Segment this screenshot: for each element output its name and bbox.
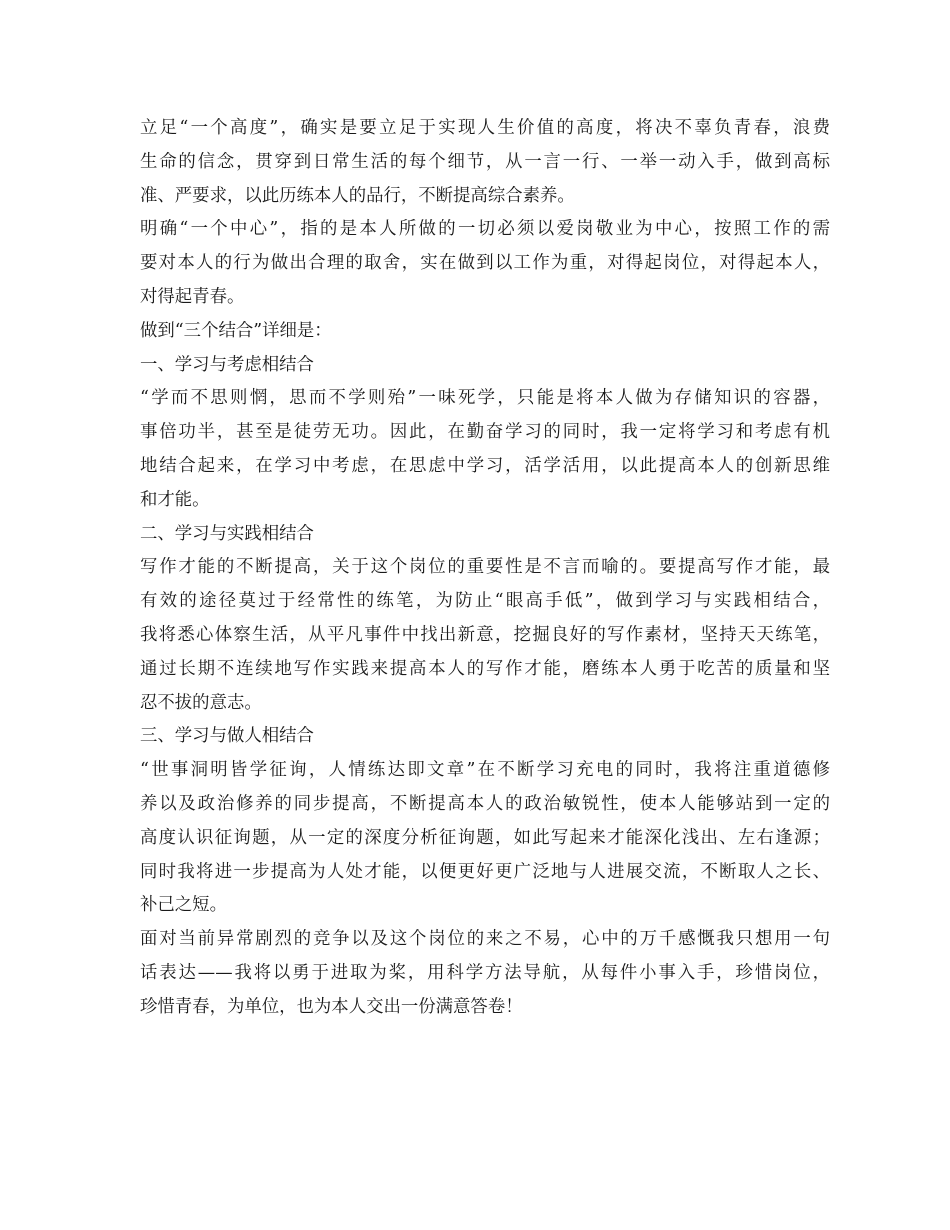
text-line: “世事洞明皆学征询，人情练达即文章”在不断学习充电的同时，我将注重道德修	[140, 760, 830, 781]
section-heading: 一、学习与考虑相结合	[140, 354, 314, 375]
text-line: 对得起青春。	[140, 286, 245, 307]
text-line: 面对当前异常剧烈的竞争以及这个岗位的来之不易，心中的万千感慨我只想用一句	[140, 929, 830, 950]
section-heading: 二、学习与实践相结合	[140, 523, 314, 544]
text-line: 事倍功半，甚至是徒劳无功。因此，在勤奋学习的同时，我一定将学习和考虑有机	[140, 422, 830, 443]
text-line: 同时我将进一步提高为人处才能，以便更好更广泛地与人进展交流，不断取人之长、	[140, 861, 830, 882]
text-line: 和才能。	[140, 489, 210, 510]
text-line: 生命的信念，贯穿到日常生活的每个细节，从一言一行、一举一动入手，做到高标	[140, 151, 830, 172]
text-line: 明确“一个中心”，指的是本人所做的一切必须以爱岗敬业为中心，按照工作的需	[140, 219, 830, 240]
text-line: 通过长期不连续地写作实践来提高本人的写作才能，磨练本人勇于吃苦的质量和坚	[140, 658, 830, 679]
text-line: 有效的途径莫过于经常性的练笔，为防止“眼高手低”，做到学习与实践相结合，	[140, 591, 830, 612]
text-line: 养以及政治修养的同步提高，不断提高本人的政治敏锐性，使本人能够站到一定的	[140, 793, 830, 814]
text-line: “学而不思则惘，思而不学则殆”一味死学，只能是将本人做为存储知识的容器，	[140, 388, 830, 409]
text-line: 高度认识征询题，从一定的深度分析征询题，如此写起来才能深化浅出、左右逢源；	[140, 827, 830, 848]
section-heading: 三、学习与做人相结合	[140, 726, 314, 747]
text-line: 忍不拔的意志。	[140, 692, 262, 713]
text-line: 做到“三个结合”详细是：	[140, 320, 332, 341]
document-body	[140, 112, 830, 1025]
text-line: 地结合起来，在学习中考虑，在思虑中学习，活学活用，以此提高本人的创新思维	[140, 455, 830, 476]
text-line: 话表达——我将以勇于进取为桨，用科学方法导航，从每件小事入手，珍惜岗位，	[140, 962, 830, 983]
text-line: 写作才能的不断提高，关于这个岗位的重要性是不言而喻的。要提高写作才能，最	[140, 557, 830, 578]
text-line: 补己之短。	[140, 895, 227, 916]
text-line: 珍惜青春，为单位，也为本人交出一份满意答卷！	[140, 996, 523, 1017]
text-line: 我将悉心体察生活，从平凡事件中找出新意，挖掘良好的写作素材，坚持天天练笔，	[140, 624, 830, 645]
text-line: 准、严要求，以此历练本人的品行，不断提高综合素养。	[140, 185, 575, 206]
text-line: 要对本人的行为做出合理的取舍，实在做到以工作为重，对得起岗位，对得起本人，	[140, 253, 830, 274]
text-line: 立足“一个高度”，确实是要立足于实现人生价值的高度，将决不辜负青春，浪费	[140, 118, 830, 138]
